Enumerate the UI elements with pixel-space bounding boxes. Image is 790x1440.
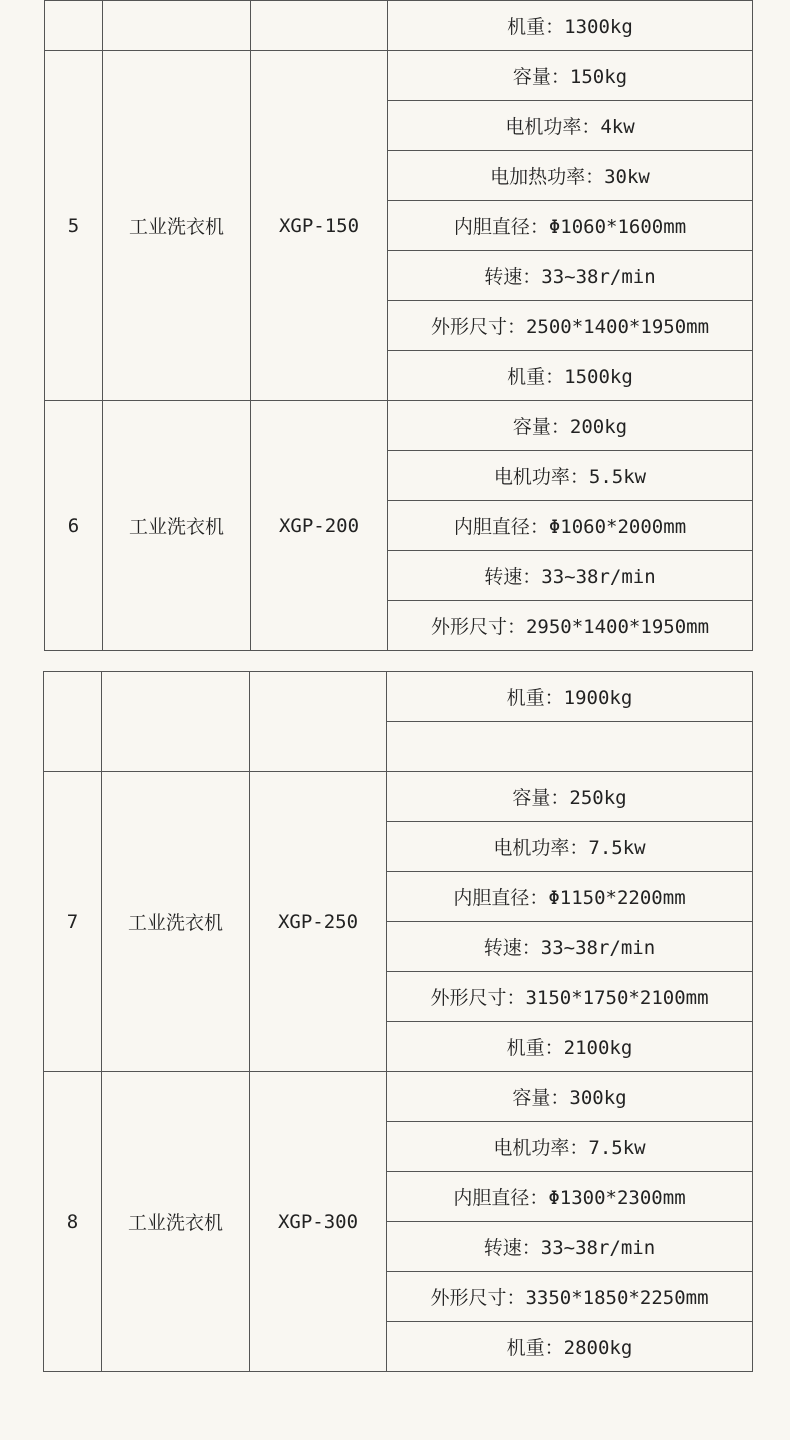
item-model-cell <box>250 672 387 772</box>
spec-table-1 <box>44 0 753 651</box>
spec-cell: 转速：33~38r/min <box>387 922 753 972</box>
table-row <box>44 772 753 822</box>
spec-cell: 机重：1900kg <box>387 672 753 722</box>
spec-cell: 电机功率：4kw <box>388 101 753 151</box>
spec-cell: 容量：300kg <box>387 1072 753 1122</box>
spec-cell: 转速：33~38r/min <box>388 251 753 301</box>
item-index-cell: 7 <box>44 772 102 1072</box>
spec-cell: 外形尺寸：3150*1750*2100mm <box>387 972 753 1022</box>
spec-cell: 转速：33~38r/min <box>387 1222 753 1272</box>
spec-cell: 容量：150kg <box>388 51 753 101</box>
spec-cell: 内胆直径：Φ1060*1600mm <box>388 201 753 251</box>
table-row <box>44 672 753 722</box>
table-row <box>45 1 753 51</box>
item-name-cell <box>102 672 250 772</box>
spec-cell: 内胆直径：Φ1300*2300mm <box>387 1172 753 1222</box>
item-index-cell: 5 <box>45 51 103 401</box>
item-model-cell: XGP-150 <box>251 51 388 401</box>
spec-cell: 外形尺寸：3350*1850*2250mm <box>387 1272 753 1322</box>
spec-cell: 电机功率：7.5kw <box>387 1122 753 1172</box>
item-index-cell: 6 <box>45 401 103 651</box>
spec-cell: 外形尺寸：2950*1400*1950mm <box>388 601 753 651</box>
item-model-cell: XGP-200 <box>251 401 388 651</box>
spec-cell <box>387 722 753 772</box>
item-index-cell <box>45 1 103 51</box>
spec-table-2 <box>43 671 753 1372</box>
item-name-cell: 工业洗衣机 <box>103 51 251 401</box>
spec-cell: 外形尺寸：2500*1400*1950mm <box>388 301 753 351</box>
item-model-cell: XGP-300 <box>250 1072 387 1372</box>
item-model-cell: XGP-250 <box>250 772 387 1072</box>
spec-cell: 内胆直径：Φ1150*2200mm <box>387 872 753 922</box>
item-index-cell: 8 <box>44 1072 102 1372</box>
spec-cell: 机重：1300kg <box>388 1 753 51</box>
spec-cell: 机重：1500kg <box>388 351 753 401</box>
spec-cell: 电加热功率：30kw <box>388 151 753 201</box>
spec-cell: 容量：250kg <box>387 772 753 822</box>
item-name-cell: 工业洗衣机 <box>102 1072 250 1372</box>
spec-cell: 容量：200kg <box>388 401 753 451</box>
table-row <box>45 401 753 451</box>
spec-cell: 电机功率：7.5kw <box>387 822 753 872</box>
table-row <box>44 1072 753 1122</box>
spec-cell: 内胆直径：Φ1060*2000mm <box>388 501 753 551</box>
item-name-cell: 工业洗衣机 <box>103 401 251 651</box>
item-name-cell: 工业洗衣机 <box>102 772 250 1072</box>
spec-cell: 转速：33~38r/min <box>388 551 753 601</box>
item-index-cell <box>44 672 102 772</box>
spec-cell: 机重：2800kg <box>387 1322 753 1372</box>
spec-cell: 电机功率：5.5kw <box>388 451 753 501</box>
item-model-cell <box>251 1 388 51</box>
table-row <box>45 51 753 101</box>
spec-cell: 机重：2100kg <box>387 1022 753 1072</box>
item-name-cell <box>103 1 251 51</box>
